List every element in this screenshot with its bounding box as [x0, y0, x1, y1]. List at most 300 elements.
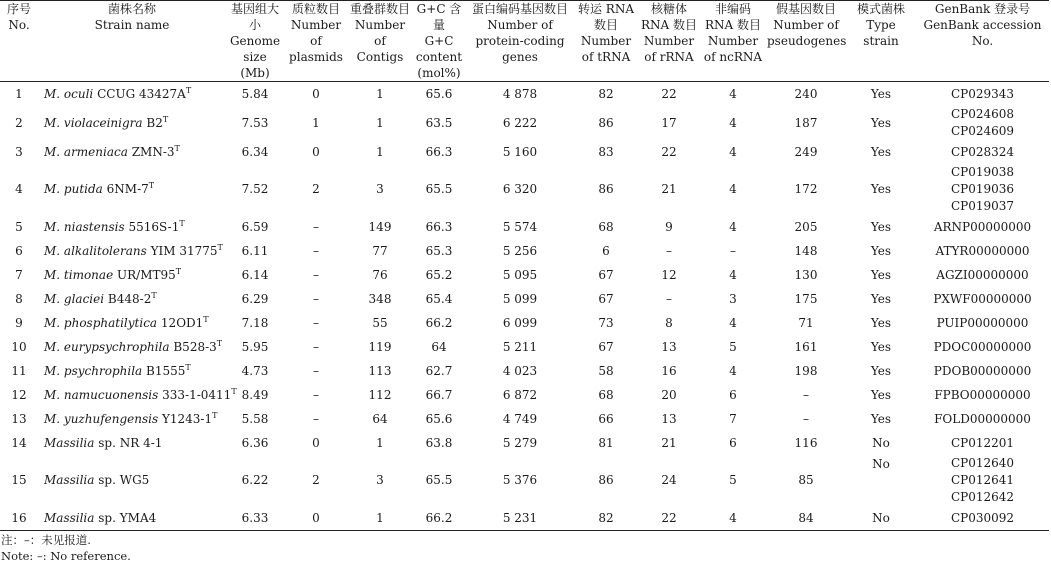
cell-type: No	[846, 506, 916, 531]
strain-genus: M. glaciei	[44, 291, 105, 306]
strain-genus: M. timonae	[44, 267, 114, 282]
type-strain-mark: T	[151, 290, 157, 300]
table-row	[0, 311, 1049, 335]
strain-genus: M. oculi	[44, 86, 94, 101]
cell-plasmids: –	[313, 363, 319, 378]
strain-id: ZMN-3	[131, 144, 175, 159]
column-header	[0, 1, 38, 82]
cell-type: Yes	[870, 219, 892, 234]
accession-number: ATYR00000000	[935, 243, 1030, 258]
column-header-zh: 假基因数目	[775, 2, 836, 16]
column-header	[574, 1, 638, 82]
cell-type: Yes	[870, 411, 892, 426]
accession-number: FOLD00000000	[934, 411, 1031, 426]
accession-number: CP030092	[950, 510, 1015, 525]
type-strain-mark: T	[185, 85, 192, 95]
cell-ncrna: 4	[729, 144, 737, 159]
cell-gc: 66.2	[425, 315, 453, 330]
cell-no: 11	[11, 363, 27, 378]
cell-plasmids: –	[313, 387, 319, 402]
cell-contigs: 119	[368, 339, 392, 354]
strain-genus: M. putida	[44, 182, 103, 196]
cell-pcg: 4 749	[502, 411, 538, 426]
cell-pseudo: –	[803, 387, 809, 402]
accession-number: PUIP00000000	[936, 315, 1029, 330]
cell-pcg: 4 878	[502, 86, 538, 101]
cell-ncrna: 6	[729, 387, 737, 402]
cell-rrna: 13	[661, 411, 677, 426]
column-header-en: Type strain	[863, 18, 899, 48]
cell-gc: 65.4	[425, 291, 453, 306]
cell-pcg: 6 872	[502, 387, 538, 402]
cell-trna: 66	[598, 411, 614, 426]
type-strain-mark: T	[148, 181, 155, 190]
accession-number: CP012640	[950, 456, 1015, 470]
column-header-en: Number of Contigs	[354, 18, 406, 64]
type-strain-mark: T	[179, 218, 185, 228]
cell-strain-name	[38, 239, 226, 263]
column-header-zh: 蛋白编码基因数目	[471, 2, 568, 16]
table-row	[0, 287, 1049, 311]
cell-ncrna: 4	[729, 86, 737, 101]
table-row	[0, 215, 1049, 239]
cell-gc: 63.8	[425, 435, 453, 450]
accession-number: PDOC00000000	[933, 339, 1032, 354]
cell-plasmids: 0	[312, 86, 320, 101]
column-header-en: G+C content (mol%)	[415, 34, 463, 80]
cell-ncrna: 5	[729, 473, 737, 487]
cell-pseudo: 187	[794, 115, 818, 130]
cell-type: Yes	[870, 315, 892, 330]
cell-plasmids: 2	[312, 473, 320, 487]
cell-strain-name	[38, 359, 226, 383]
cell-strain-name	[38, 506, 226, 531]
cell-no: 7	[15, 267, 23, 282]
cell-strain-name	[38, 106, 226, 140]
cell-pseudo: 172	[794, 182, 818, 196]
cell-size: 6.33	[226, 506, 284, 531]
cell-strain-name	[38, 383, 237, 407]
cell-gc: 66.2	[412, 506, 466, 531]
cell-contigs: 1	[376, 144, 384, 159]
strain-genus: M. eurypsychrophila	[44, 339, 170, 354]
cell-contigs: 77	[372, 243, 388, 258]
strain-id: B528-3	[173, 339, 217, 354]
cell-trna: 67	[598, 267, 614, 282]
cell-type: No	[872, 435, 890, 450]
cell-ncrna: –	[730, 243, 736, 258]
column-header-zh: 质粒数目	[291, 2, 340, 16]
cell-trna: 67	[598, 291, 614, 306]
cell-rrna: –	[666, 243, 672, 258]
strain-genus: M. alkalitolerans	[44, 243, 147, 258]
cell-type: Yes	[870, 267, 892, 282]
cell-rrna: 12	[661, 267, 677, 282]
accession-number: CP012641	[950, 473, 1015, 487]
cell-no: 16	[0, 506, 38, 531]
column-header	[638, 1, 700, 82]
cell-pseudo: 130	[794, 267, 818, 282]
strain-id: 6NM-7	[106, 182, 149, 196]
cell-ncrna: 3	[729, 291, 737, 306]
column-header	[412, 1, 466, 82]
cell-trna: 67	[598, 339, 614, 354]
strain-id: UR/MT95	[117, 267, 176, 282]
table-row	[0, 239, 1049, 263]
cell-rrna: 17	[661, 115, 677, 130]
accession-number: FPBO00000000	[934, 387, 1031, 402]
strain-genus: Massilia	[44, 473, 95, 487]
type-strain-mark: T	[212, 410, 218, 420]
column-header	[766, 1, 846, 82]
cell-size: 7.53	[241, 115, 269, 130]
cell-pcg: 5 211	[502, 339, 538, 354]
table-notes	[0, 532, 1051, 564]
cell-size: 5.84	[241, 86, 269, 101]
cell-plasmids: 0	[312, 144, 320, 159]
cell-type: Yes	[870, 291, 892, 306]
column-header-zh: 重叠群数目	[349, 2, 410, 16]
cell-gc: 65.2	[425, 267, 453, 282]
cell-no: 5	[15, 219, 23, 234]
strain-genus: Massilia	[44, 510, 95, 525]
cell-accession	[916, 82, 1049, 107]
cell-accession	[916, 407, 1049, 431]
cell-no: 12	[11, 387, 27, 402]
cell-contigs: 113	[368, 363, 392, 378]
cell-contigs: 1	[376, 115, 384, 130]
cell-type: Yes	[870, 387, 892, 402]
accession-number: CP019038	[950, 165, 1015, 179]
cell-pseudo: 84	[766, 506, 846, 531]
cell-pcg: 6 099	[502, 315, 538, 330]
table-header-row	[0, 1, 1049, 82]
cell-strain-name	[38, 287, 226, 311]
column-header	[226, 1, 284, 82]
column-header-zh: 菌株名称	[107, 2, 156, 16]
cell-strain-name	[38, 140, 226, 164]
cell-rrna: 20	[661, 387, 677, 402]
cell-accession	[916, 455, 1049, 506]
column-header	[348, 1, 412, 82]
cell-type: Yes	[870, 363, 892, 378]
cell-contigs: 3	[376, 473, 384, 487]
cell-pseudo: 205	[794, 219, 818, 234]
cell-accession	[916, 311, 1049, 335]
strain-genus: M. violaceinigra	[44, 115, 143, 130]
strain-id: B448-2	[107, 291, 152, 306]
cell-rrna: 21	[661, 435, 677, 450]
cell-pseudo: 175	[794, 291, 818, 306]
cell-strain-name	[38, 431, 226, 455]
column-header-en: Number of rRNA	[643, 34, 695, 64]
cell-size: 7.52	[241, 182, 269, 196]
cell-strain-name	[38, 311, 226, 335]
type-strain-mark: T	[203, 314, 209, 324]
cell-strain-name	[38, 455, 226, 506]
cell-trna: 6	[602, 243, 610, 258]
strain-id: Y1243-1	[161, 411, 213, 426]
cell-ncrna: 4	[729, 363, 737, 378]
strain-id: sp. YMA4	[98, 510, 157, 525]
cell-pcg: 6 222	[502, 115, 538, 130]
cell-no: 10	[11, 339, 27, 354]
cell-plasmids: –	[313, 291, 319, 306]
cell-rrna: 21	[661, 182, 677, 196]
type-strain-mark: T	[174, 143, 180, 153]
column-header-zh: 序号	[6, 2, 31, 16]
cell-rrna: 16	[661, 363, 677, 378]
cell-rrna: –	[666, 291, 672, 306]
cell-pcg: 5 279	[502, 435, 538, 450]
strain-id: B2	[146, 115, 163, 130]
type-strain-mark: T	[175, 266, 182, 276]
cell-accession	[916, 287, 1049, 311]
strain-id: 12OD1	[160, 315, 204, 330]
cell-pseudo: 198	[794, 363, 818, 378]
accession-number: CP024609	[950, 124, 1015, 138]
cell-pcg: 5 231	[466, 506, 574, 531]
accession-number: CP028324	[950, 144, 1015, 159]
cell-no: 2	[15, 115, 23, 130]
column-header-zh: 基因组大小	[230, 2, 279, 32]
strain-id: sp. WG5	[98, 473, 150, 487]
column-header-en: Number of plasmids	[289, 18, 343, 64]
cell-type: Yes	[870, 115, 892, 130]
cell-contigs: 112	[368, 387, 392, 402]
cell-gc: 65.6	[425, 86, 453, 101]
cell-plasmids: 0	[284, 506, 348, 531]
cell-strain-name	[38, 164, 226, 215]
strain-genus: M. yuzhufengensis	[44, 411, 159, 426]
accession-number: CP012642	[950, 490, 1015, 504]
cell-pseudo: 240	[794, 86, 818, 101]
accession-number: ARNP00000000	[933, 219, 1032, 234]
cell-rrna: 13	[661, 339, 677, 354]
column-header-zh: 转运 RNA 数目	[577, 2, 635, 32]
cell-gc: 66.3	[425, 144, 453, 159]
accession-number: CP019036	[950, 182, 1015, 196]
cell-ncrna: 4	[729, 315, 737, 330]
cell-plasmids: 2	[312, 182, 320, 196]
cell-rrna: 22	[661, 144, 677, 159]
cell-gc: 63.5	[425, 115, 453, 130]
column-header-en: Number of ncRNA	[703, 34, 763, 64]
strain-id: 5516S-1	[128, 219, 180, 234]
cell-gc: 66.3	[425, 219, 453, 234]
cell-size: 6.29	[241, 291, 269, 306]
accession-number: CP012201	[950, 435, 1015, 450]
column-header	[466, 1, 574, 82]
cell-size: 6.34	[241, 144, 269, 159]
cell-ncrna: 4	[729, 219, 737, 234]
cell-gc: 65.6	[425, 411, 453, 426]
cell-pcg: 4 023	[502, 363, 538, 378]
cell-plasmids: –	[313, 219, 319, 234]
column-header-zh: G+C 含量	[416, 2, 462, 32]
cell-strain-name	[38, 335, 226, 359]
table-row	[0, 455, 1049, 506]
cell-accession	[916, 383, 1049, 407]
cell-ncrna: 4	[729, 182, 737, 196]
accession-number: CP024608	[950, 107, 1015, 121]
cell-trna: 68	[598, 387, 614, 402]
cell-no: 13	[11, 411, 27, 426]
cell-strain-name	[38, 407, 226, 431]
table-row	[0, 335, 1049, 359]
cell-contigs: 3	[376, 182, 384, 196]
cell-plasmids: 1	[312, 115, 320, 130]
strain-genus: M. namucuonensis	[44, 387, 159, 402]
table-row	[0, 431, 1049, 455]
cell-size: 6.22	[241, 473, 269, 487]
cell-size: 6.14	[241, 267, 269, 282]
cell-gc: 65.5	[425, 182, 453, 196]
table-row	[0, 359, 1049, 383]
cell-size: 6.59	[241, 219, 269, 234]
column-header-zh: 非编码 RNA 数目	[704, 2, 762, 32]
cell-plasmids: –	[313, 243, 319, 258]
cell-pcg: 5 099	[502, 291, 538, 306]
cell-trna: 81	[598, 435, 614, 450]
table-row	[0, 82, 1049, 107]
type-strain-mark: T	[216, 338, 223, 348]
cell-strain-name	[38, 263, 226, 287]
cell-pcg: 6 320	[502, 182, 538, 196]
cell-size: 4.73	[241, 363, 269, 378]
cell-pcg: 5 095	[502, 267, 538, 282]
cell-plasmids: –	[313, 339, 319, 354]
cell-accession	[916, 140, 1049, 164]
strain-genus: M. psychrophila	[44, 363, 143, 378]
column-header	[916, 1, 1049, 82]
column-header-en: Number of pseudogenes	[767, 18, 847, 48]
column-header	[846, 1, 916, 82]
cell-rrna: 8	[665, 315, 673, 330]
column-header-zh: GenBank 登录号	[934, 2, 1031, 16]
note-zh: 注：–：未见报道.	[1, 533, 91, 547]
cell-size: 7.18	[241, 315, 269, 330]
cell-plasmids: –	[313, 315, 319, 330]
cell-rrna: 22	[638, 506, 700, 531]
cell-size: 5.95	[241, 339, 269, 354]
accession-number: CP019037	[950, 199, 1015, 213]
cell-pcg: 5 160	[502, 144, 538, 159]
cell-trna: 86	[598, 182, 614, 196]
accession-number: CP029343	[950, 86, 1015, 101]
cell-accession	[916, 263, 1049, 287]
strain-id: YIM 31775	[150, 243, 218, 258]
type-strain-mark: T	[217, 242, 223, 252]
cell-ncrna: 5	[729, 339, 737, 354]
cell-trna: 73	[598, 315, 614, 330]
cell-contigs: 149	[368, 219, 392, 234]
cell-contigs: 1	[376, 435, 384, 450]
strain-genus: M. armeniaca	[44, 144, 128, 159]
strain-id: B1555	[146, 363, 186, 378]
column-header-en: Genome size (Mb)	[229, 34, 281, 80]
strain-id: CCUG 43427A	[97, 86, 186, 101]
accession-number: PXWF00000000	[933, 291, 1032, 306]
cell-accession	[916, 431, 1049, 455]
cell-rrna: 22	[661, 86, 677, 101]
type-strain-mark: T	[185, 362, 191, 372]
column-header	[284, 1, 348, 82]
cell-trna: 58	[598, 363, 614, 378]
note-en: Note: –: No reference.	[1, 549, 131, 563]
type-strain-mark: T	[231, 386, 237, 396]
cell-gc: 66.7	[425, 387, 453, 402]
cell-type: Yes	[870, 144, 892, 159]
strain-genus: M. phosphatilytica	[44, 315, 158, 330]
cell-rrna: 9	[665, 219, 673, 234]
cell-trna: 86	[598, 473, 614, 487]
cell-pcg: 5 574	[502, 219, 538, 234]
table-row	[0, 106, 1049, 140]
cell-no: 1	[15, 86, 23, 101]
cell-no: 9	[15, 315, 23, 330]
column-header-zh: 模式菌株	[856, 2, 905, 16]
cell-pseudo: 249	[794, 144, 818, 159]
cell-contigs: 1	[348, 506, 412, 531]
cell-trna: 82	[574, 506, 638, 531]
cell-pseudo: 71	[798, 315, 814, 330]
cell-size: 6.36	[241, 435, 269, 450]
cell-size: 8.49	[241, 387, 269, 402]
column-header	[38, 1, 226, 82]
cell-no: 3	[15, 144, 23, 159]
table-row	[0, 407, 1049, 431]
cell-pseudo: –	[803, 411, 809, 426]
cell-no: 15	[11, 473, 27, 487]
cell-trna: 82	[598, 86, 614, 101]
cell-gc: 62.7	[425, 363, 453, 378]
table-row	[0, 506, 1049, 531]
cell-accession	[916, 106, 1049, 140]
cell-gc: 65.5	[425, 473, 453, 487]
cell-ncrna: 4	[700, 506, 766, 531]
cell-contigs: 55	[372, 315, 388, 330]
cell-strain-name	[38, 82, 226, 107]
cell-contigs: 64	[372, 411, 388, 426]
table-row	[0, 140, 1049, 164]
cell-pcg: 5 376	[502, 473, 538, 487]
cell-plasmids: 0	[312, 435, 320, 450]
column-header-en: Number of protein-coding genes	[475, 18, 565, 64]
cell-pseudo: 85	[798, 473, 814, 487]
cell-accession	[916, 164, 1049, 215]
cell-accession	[916, 239, 1049, 263]
cell-trna: 68	[598, 219, 614, 234]
accession-number: PDOB00000000	[933, 363, 1032, 378]
table-row	[0, 383, 1049, 407]
cell-accession	[916, 335, 1049, 359]
strain-genus: M. niastensis	[44, 219, 125, 234]
cell-strain-name	[38, 215, 226, 239]
cell-ncrna: 7	[729, 411, 737, 426]
cell-size: 6.11	[241, 243, 269, 258]
cell-no: 8	[15, 291, 23, 306]
cell-ncrna: 4	[729, 267, 737, 282]
cell-ncrna: 4	[729, 115, 737, 130]
cell-gc: 65.3	[425, 243, 453, 258]
column-header-en: Number of tRNA	[580, 34, 632, 64]
table-row	[0, 263, 1049, 287]
cell-type: Yes	[870, 182, 892, 196]
cell-gc: 64	[431, 339, 447, 354]
cell-type: Yes	[870, 86, 892, 101]
column-header-en: GenBank accession No.	[923, 18, 1042, 48]
